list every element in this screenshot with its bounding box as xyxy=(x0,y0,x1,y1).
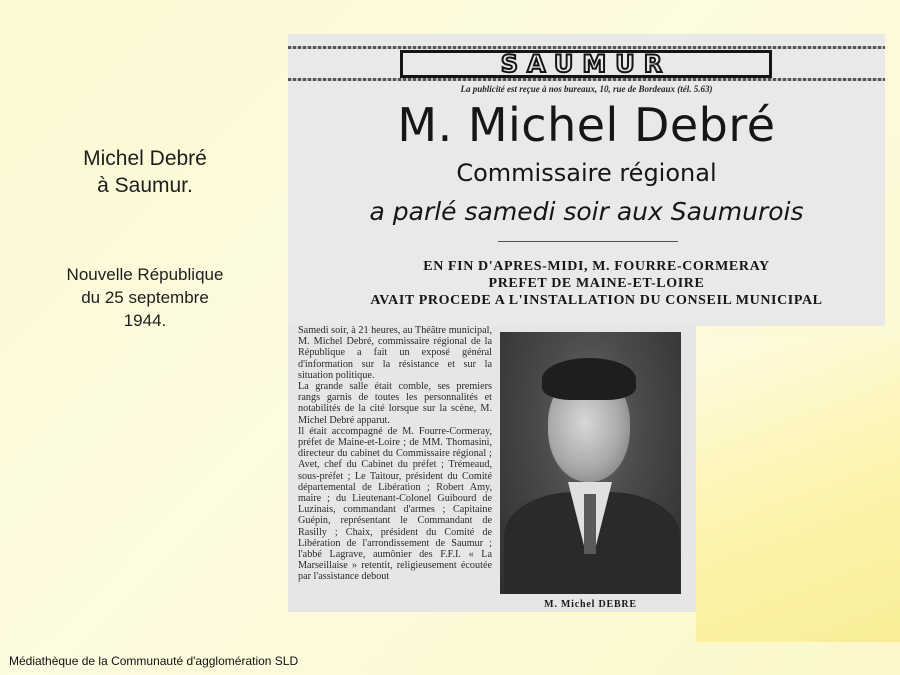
masthead-rule-bottom xyxy=(288,78,885,81)
article-body: Samedi soir, à 21 heures, au Théâtre municipal, M. Michel Debré, commissaire régional de la République a fait un exposé général d'information sur la résistance et sur la situation politique. La grande salle était comble, ses premiers rangs garnis de toutes les personnalités et notabilités de la cité lorsque sur la scène, M. Michel Debré apparut. Il était accompagné de M. Fourre-Cormeray, préfet de Maine-et-Loire ; de MM. Thomasini, directeur du cabinet du Commissaire régional ; Avet, chef du Cabinet du préfet ; Trémeaud, sous-préfet ; Le Taitour, président du Comité départemental de Libération ; Robert Amy, maire ; du Lieutenant-Colonel Guibourd de Luzinais, commandant d'armes ; Capitaine Guépin, représentant le Commandant de Rasilly ; Chaix, président du Comité de Libération de l'arrondissement de Saumur ; l'abbé Lagrave, aumônier des F.F.I. « La Marseillaise » retentit, religieusement écoutée par l'assistance debout xyxy=(298,325,492,583)
subheadline: Commissaire régional xyxy=(456,159,717,187)
newspaper-clipping xyxy=(288,34,885,612)
headline: M. Michel Debré xyxy=(397,98,776,152)
caption-source-line: du 25 septembre xyxy=(81,288,209,307)
caption-source-line: 1944. xyxy=(123,311,167,330)
caption-source-line: Nouvelle République xyxy=(66,265,224,284)
publicity-note: La publicité est reçue à nos bureaux, 10, rue de Bordeaux (tél. 5.63) xyxy=(460,84,713,94)
masthead-rule-top xyxy=(288,46,885,49)
deck-line: a parlé samedi soir aux Saumurois xyxy=(369,197,804,226)
portrait-photo xyxy=(500,332,681,594)
footer-credit: Médiathèque de la Communauté d'agglomération SLD xyxy=(9,654,299,668)
kicker-line: AVAIT PROCEDE A L'INSTALLATION DU CONSEIL MUNICIPAL xyxy=(370,293,823,308)
separator-rule xyxy=(498,241,678,242)
slide-caption-title xyxy=(40,145,250,199)
kicker-line: EN FIN D'APRES-MIDI, M. FOURRE-CORMERAY xyxy=(423,259,770,274)
photo-caption: M. Michel DEBRE xyxy=(544,599,637,610)
kicker-line: PREFET DE MAINE-ET-LOIRE xyxy=(488,276,705,291)
masthead-box xyxy=(400,50,772,78)
caption-title-line: à Saumur. xyxy=(97,174,193,197)
slide-caption-source xyxy=(40,263,250,332)
caption-title-line: Michel Debré xyxy=(83,147,207,170)
photo-hair xyxy=(542,358,636,400)
masthead-title: SAUMUR xyxy=(500,50,672,78)
photo-tie xyxy=(584,494,596,554)
kicker-block xyxy=(308,258,885,309)
clipping-upper-section xyxy=(288,34,885,326)
